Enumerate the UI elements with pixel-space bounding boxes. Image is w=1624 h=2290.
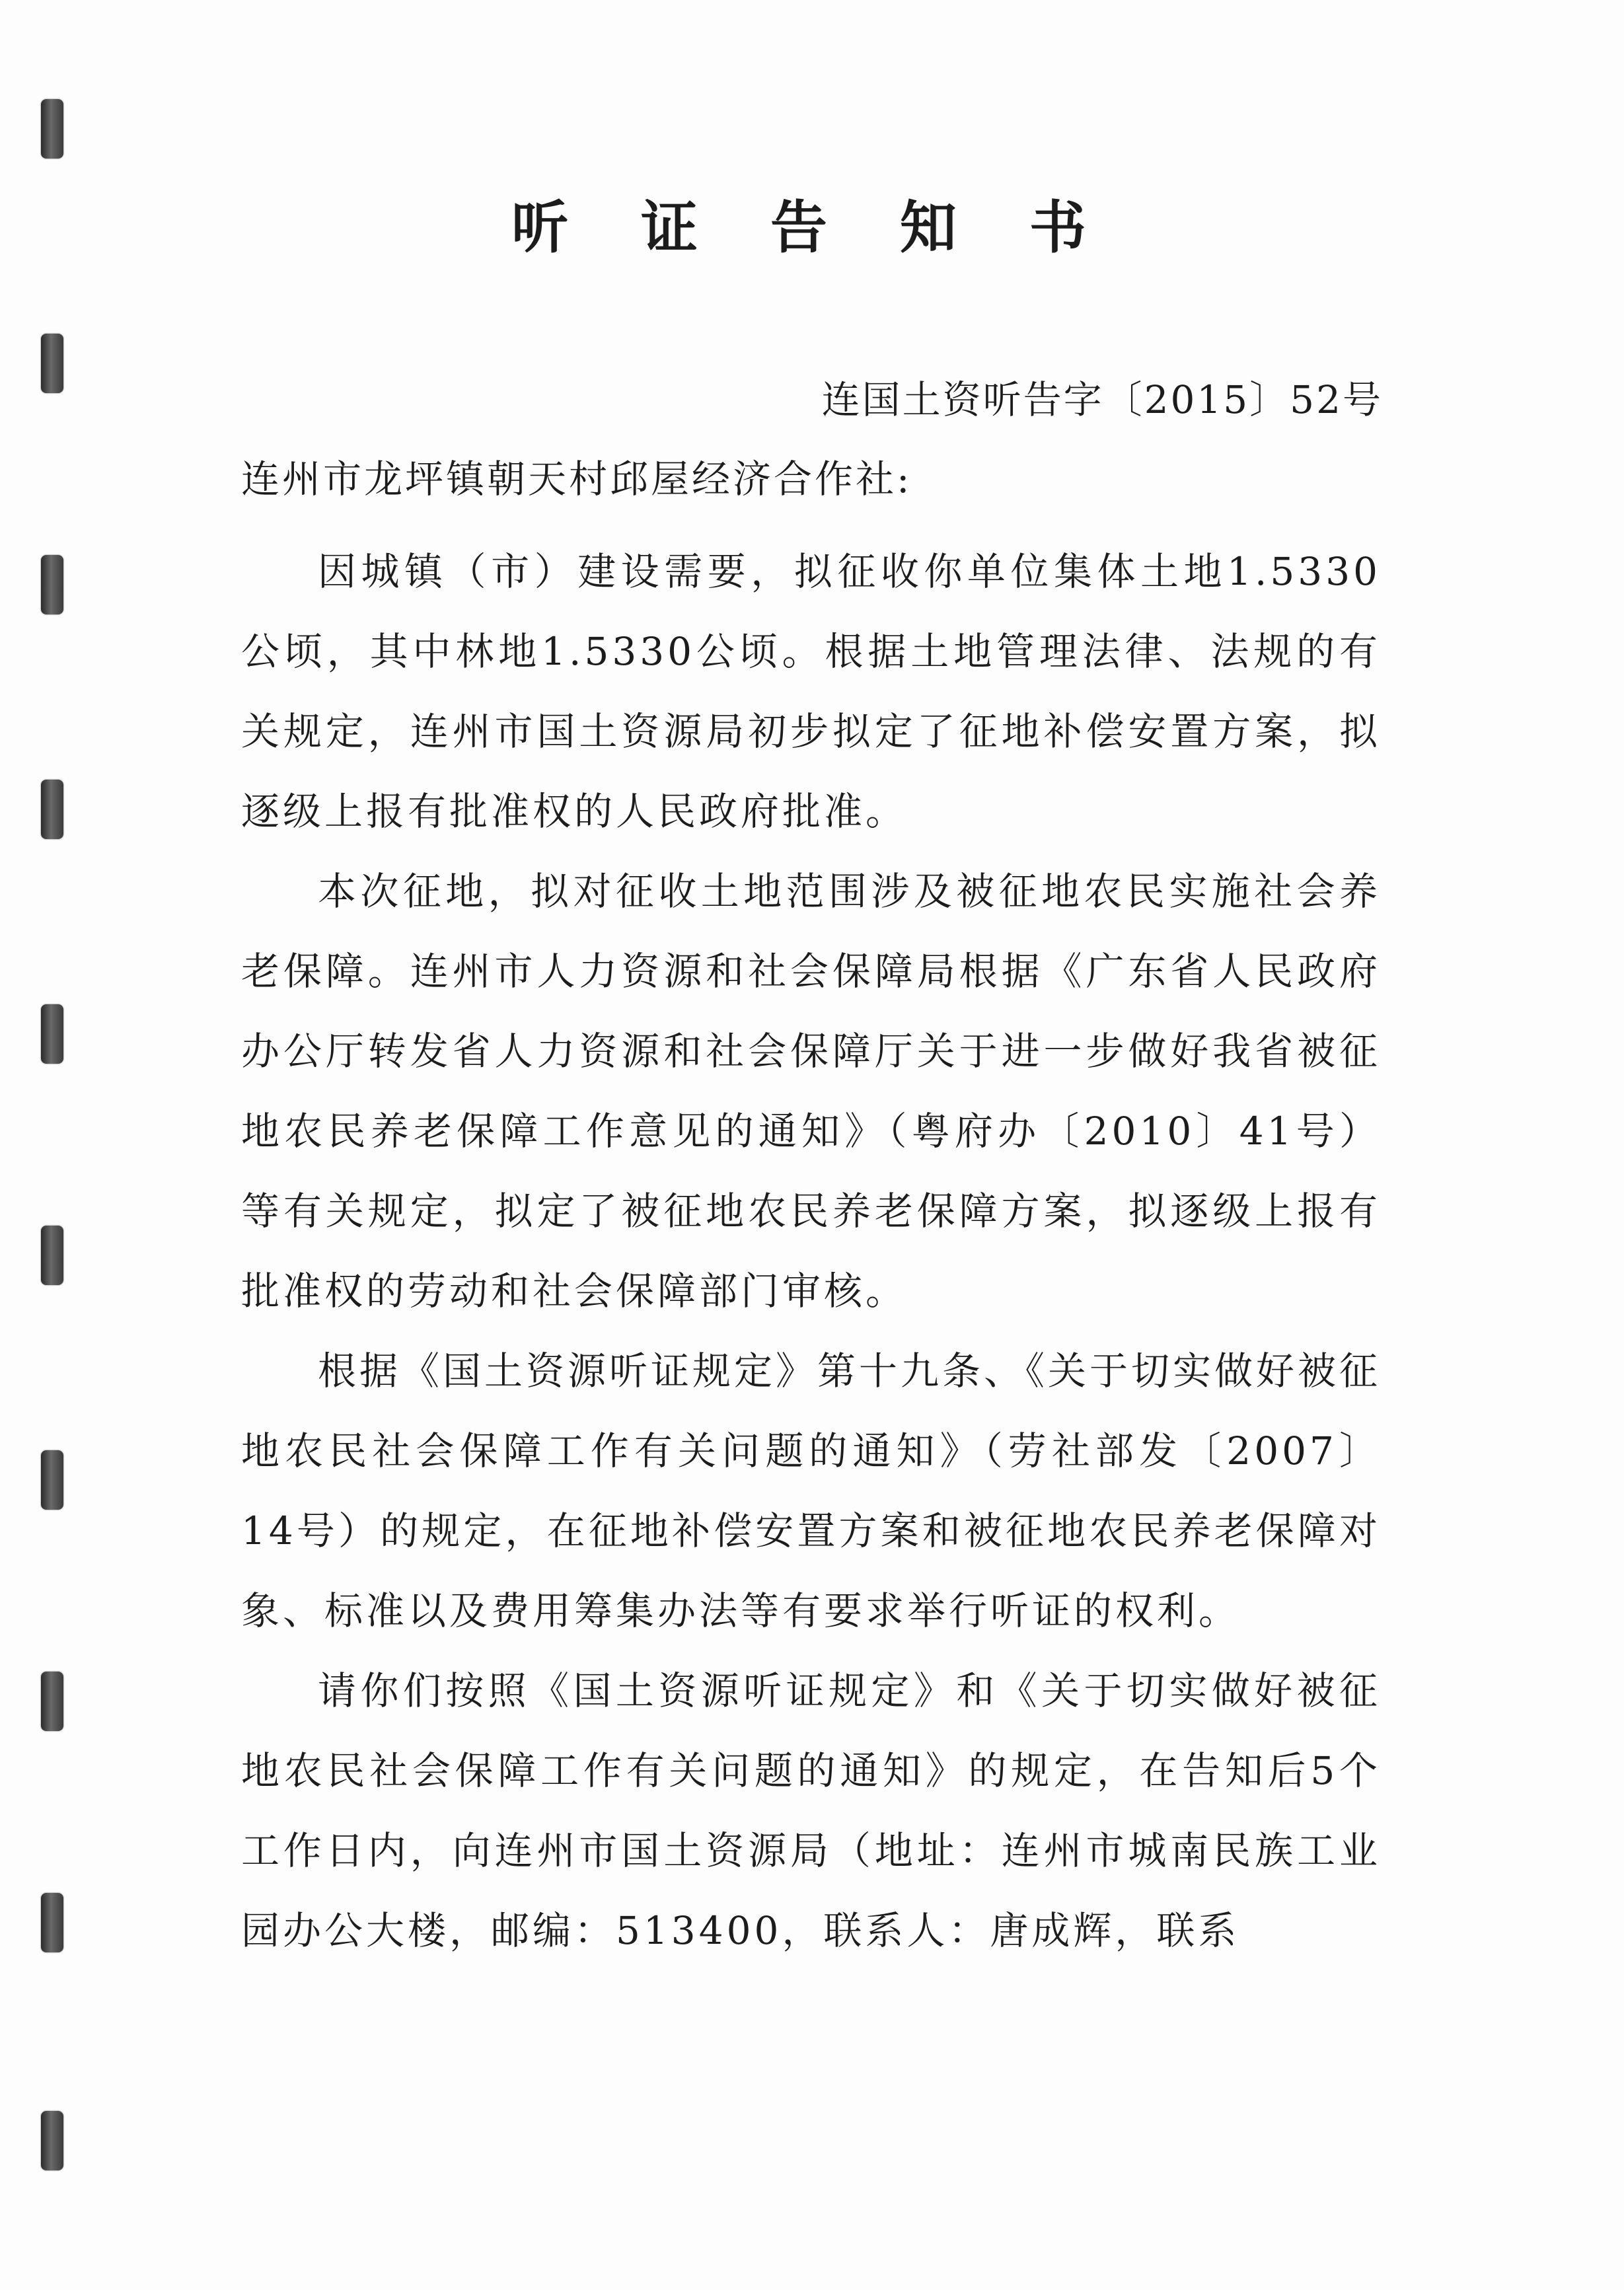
binding-hole-mark — [41, 555, 63, 614]
document-title: 听 证 告 知 书 — [511, 194, 1113, 261]
paragraph: 本次征地，拟对征收土地范围涉及被征地农民实施社会养老保障。连州市人力资源和社会保障局根据《广东省人民政府办公厅转发省人力资源和社会保障厅关于进一步做好我省被征地农民养老保障工作意见的通知》（粤府办〔2010〕41号）等有关规定，拟定了被征地农民养老保障方案，拟逐级上报有批准权的劳动和社会保障部门审核。 — [241, 869, 1381, 1313]
document-body — [241, 532, 1381, 1971]
binding-hole-mark — [41, 1004, 63, 1064]
binding-hole-mark — [41, 1226, 63, 1285]
paragraph: 根据《国土资源听证规定》第十九条、《关于切实做好被征地农民社会保障工作有关问题的通知》（劳社部发〔2007〕14号）的规定，在征地补偿安置方案和被征地农民养老保障对象、标准以及费用筹集办法等有要求举行听证的权利。 — [241, 1348, 1382, 1633]
binding-hole-mark — [41, 1450, 63, 1510]
binding-hole-mark — [41, 1672, 63, 1731]
binding-hole-mark — [41, 2111, 63, 2170]
binding-hole-mark — [41, 1893, 63, 1952]
addressee: 连州市龙坪镇朝天村邱屋经济合作社: — [241, 457, 912, 501]
binding-hole-mark — [41, 99, 63, 159]
paragraph: 因城镇（市）建设需要，拟征收你单位集体土地1.5330公顷，其中林地1.5330公顷。根据土地管理法律、法规的有关规定，连州市国土资源局初步拟定了征地补偿安置方案，拟逐级上报有批准权的人民政府批准。 — [241, 549, 1381, 834]
document-number: 连国土资听告字〔2015〕52号 — [821, 377, 1383, 422]
paragraph: 请你们按照《国土资源听证规定》和《关于切实做好被征地农民社会保障工作有关问题的通知》的规定，在告知后5个工作日内，向连州市国土资源局（地址：连州市城南民族工业园办公大楼，邮编：513400，联系人：唐成辉，联系 — [241, 1668, 1381, 1953]
binding-hole-mark — [41, 334, 63, 393]
binding-hole-mark — [41, 780, 63, 839]
